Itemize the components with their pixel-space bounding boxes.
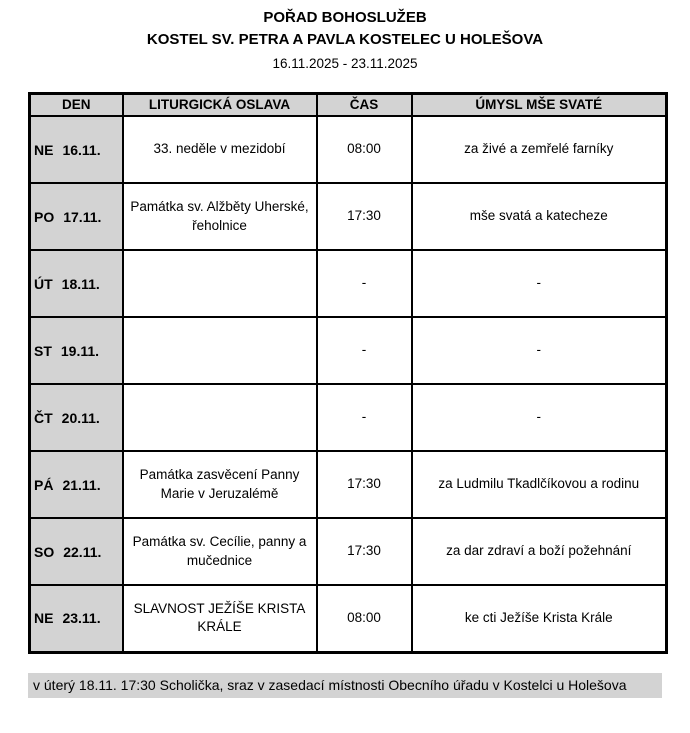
celebration-cell: Památka sv. Cecílie, panny a mučednice	[123, 518, 317, 585]
page-subtitle: KOSTEL SV. PETRA A PAVLA KOSTELEC U HOLEŠOVA	[146, 30, 544, 48]
table-row	[30, 183, 667, 250]
celebration-cell	[123, 317, 317, 384]
column-header-den: DEN	[30, 93, 123, 116]
table-header-row	[30, 93, 667, 116]
day-abbr: ST	[34, 342, 52, 359]
day-date: 20.11.	[61, 409, 100, 426]
date-range: 16.11.2025 - 23.11.2025	[272, 55, 418, 71]
table-row	[30, 317, 667, 384]
day-abbr: PÁ	[34, 476, 54, 493]
celebration-cell	[123, 384, 317, 451]
time-cell: 08:00	[317, 585, 412, 652]
intention-cell: -	[412, 317, 667, 384]
intention-cell: mše svatá a katecheze	[412, 183, 667, 250]
day-cell	[30, 585, 123, 652]
intention-cell: -	[412, 250, 667, 317]
footer-note: v úterý 18.11. 17:30 Scholička, sraz v zasedací místnosti Obecního úřadu v Kostelci u Holešova	[28, 673, 662, 698]
celebration-cell: Památka zasvěcení Panny Marie v Jeruzalémě	[123, 451, 317, 518]
intention-cell: -	[412, 384, 667, 451]
time-cell: -	[317, 317, 412, 384]
day-date: 18.11.	[61, 275, 100, 292]
day-abbr: ČT	[34, 409, 53, 426]
intention-cell: za dar zdraví a boží požehnání	[412, 518, 667, 585]
table-row	[30, 116, 667, 183]
schedule-table	[28, 92, 668, 654]
day-date: 21.11.	[62, 476, 101, 493]
time-cell: 17:30	[317, 183, 412, 250]
time-cell: 08:00	[317, 116, 412, 183]
day-date: 16.11.	[62, 141, 101, 158]
page-title: POŘAD BOHOSLUŽEB	[263, 9, 427, 26]
time-cell: 17:30	[317, 451, 412, 518]
table-row	[30, 585, 667, 652]
celebration-cell: SLAVNOST JEŽÍŠE KRISTA KRÁLE	[123, 585, 317, 652]
column-header-liturgicka-oslava: LITURGICKÁ OSLAVA	[123, 93, 317, 116]
day-cell	[30, 116, 123, 183]
day-date: 17.11.	[63, 208, 102, 225]
day-cell	[30, 451, 123, 518]
time-cell: -	[317, 250, 412, 317]
column-header-umysl-mse-svate: ÚMYSL MŠE SVATÉ	[412, 93, 667, 116]
intention-cell: za živé a zemřelé farníky	[412, 116, 667, 183]
intention-cell: za Ludmilu Tkadlčíkovou a rodinu	[412, 451, 667, 518]
day-date: 22.11.	[63, 543, 102, 560]
day-abbr: NE	[34, 141, 54, 158]
day-abbr: PO	[34, 208, 55, 225]
day-date: 23.11.	[62, 610, 101, 627]
table-row	[30, 518, 667, 585]
column-header-cas: ČAS	[317, 93, 412, 116]
celebration-cell	[123, 250, 317, 317]
day-cell	[30, 317, 123, 384]
table-row	[30, 451, 667, 518]
day-cell	[30, 384, 123, 451]
day-abbr: ÚT	[34, 275, 53, 292]
day-date: 19.11.	[60, 342, 100, 359]
intention-cell: ke cti Ježíše Krista Krále	[412, 585, 667, 652]
document-header	[0, 0, 690, 71]
day-cell	[30, 183, 123, 250]
day-abbr: SO	[34, 543, 55, 560]
day-cell	[30, 518, 123, 585]
day-abbr: NE	[34, 610, 54, 627]
time-cell: 17:30	[317, 518, 412, 585]
celebration-cell: Památka sv. Alžběty Uherské, řeholnice	[123, 183, 317, 250]
day-cell	[30, 250, 123, 317]
time-cell: -	[317, 384, 412, 451]
table-row	[30, 384, 667, 451]
celebration-cell: 33. neděle v mezidobí	[123, 116, 317, 183]
table-row	[30, 250, 667, 317]
